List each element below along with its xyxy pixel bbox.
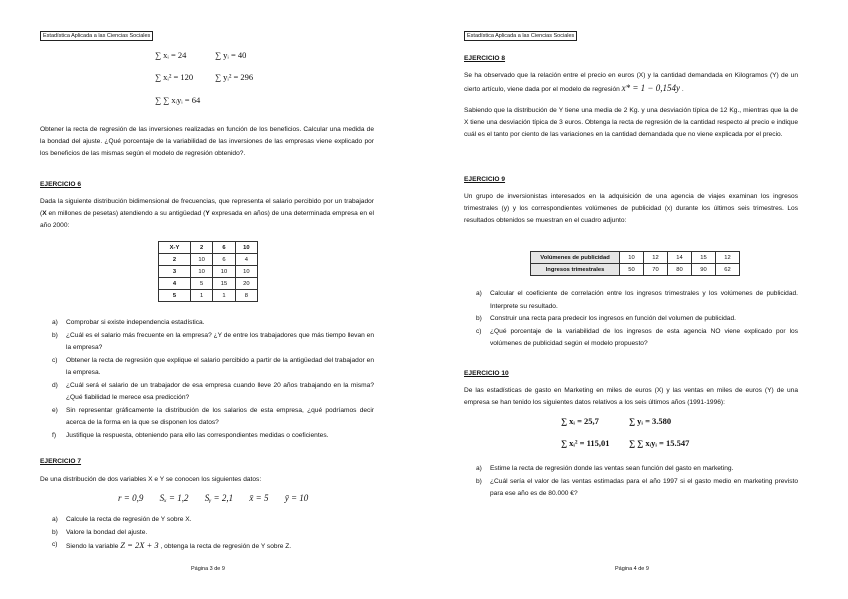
table-row bbox=[159, 254, 258, 266]
table-cell: 10 bbox=[235, 242, 257, 254]
table-cell: 4 bbox=[159, 278, 191, 290]
page-number: Página 3 de 9 bbox=[191, 566, 225, 572]
list-item: f) Justifique la respuesta, obteniendo para ello las correspondientes medidas o coeficientes. bbox=[52, 431, 329, 439]
table-cell: 2 bbox=[190, 242, 212, 254]
table-row bbox=[159, 266, 258, 278]
table-row bbox=[531, 264, 740, 276]
formula-sum-x: ∑ xᵢ = 24 bbox=[155, 50, 187, 60]
exercise-9-questions bbox=[476, 288, 798, 351]
table-cell: 4 bbox=[235, 254, 257, 266]
table-cell: 5 bbox=[159, 290, 191, 302]
formula-sum-y2: ∑ yᵢ² = 296 bbox=[215, 72, 254, 82]
table-cell: 5 bbox=[190, 278, 212, 290]
formula-sum-y: ∑ yᵢ = 3.580 bbox=[629, 416, 672, 426]
exercise-6-intro: Dada la siguiente distribución bidimensional de frecuencias, que representa el salario percibido por un trabajador (X en millones de pesetas) atendiendo a su antigüedad (Y expresada en años) de una determinada empresa en el año 2000: bbox=[40, 198, 374, 229]
list-item: a) Calcule la recta de regresión de Y sobre X. bbox=[52, 516, 192, 523]
exercise-6-title: EJERCICIO 6 bbox=[40, 181, 82, 188]
list-item: b) Construir una recta para predecir los ingresos en función del volumen de publicidad. bbox=[476, 315, 736, 322]
header-label: Estadística Aplicada a las Ciencias Sociales bbox=[464, 31, 577, 41]
exercise-9-intro: Un grupo de inversionistas interesados en la adquisición de una agencia de viajes examinan los ingresos trimestrales (y) y los correspondientes volúmenes de publicidad (x) durante los últimos seis trimestres. Los resultados obtenidos se muestran en el cuadro adjunto: bbox=[464, 193, 798, 224]
table-cell: 10 bbox=[213, 266, 235, 278]
var-ybar: ȳ = 10 bbox=[284, 493, 309, 503]
var-sy: Sᵧ = 2,1 bbox=[204, 493, 234, 503]
exercise-9-title: EJERCICIO 9 bbox=[464, 176, 506, 183]
exercise-6-questions bbox=[52, 317, 374, 442]
header-label: Estadística Aplicada a las Ciencias Sociales bbox=[40, 31, 153, 41]
list-item: b) Valore la bondad del ajuste. bbox=[52, 528, 148, 536]
formula-sum-xy: ∑ ∑ xᵢyᵢ = 64 bbox=[155, 95, 201, 105]
exercise-7-data bbox=[118, 493, 322, 503]
table-cell: X-Y bbox=[159, 242, 191, 254]
exercise-7-questions bbox=[52, 514, 374, 554]
exercise-10-title: EJERCICIO 10 bbox=[464, 370, 509, 377]
var-xbar: x̄ = 5 bbox=[249, 493, 269, 503]
table-cell: 20 bbox=[235, 278, 257, 290]
formula-sum-x: ∑ xᵢ = 25,7 bbox=[561, 416, 599, 426]
formula-sum-x2: ∑ xᵢ² = 120 bbox=[155, 72, 194, 82]
table-cell: 80 bbox=[668, 264, 692, 276]
table-cell: 12 bbox=[716, 252, 740, 264]
table-cell: 3 bbox=[159, 266, 191, 278]
list-item: a) Comprobar si existe independencia estadística. bbox=[52, 319, 205, 326]
formula-sum-y: ∑ yᵢ = 40 bbox=[215, 50, 247, 60]
list-item: c) Obtener la recta de regresión que explique el salario percibido a partir de la antigüedad del trabajador en la empresa. bbox=[52, 356, 374, 376]
list-item: b) ¿Cuál sería el valor de las ventas estimadas para el año 1997 si el gasto medio en marketing previsto para ese año es de 80.000 €? bbox=[476, 477, 798, 497]
advertising-table bbox=[530, 251, 740, 276]
table-cell: Ingresos trimestrales bbox=[531, 264, 620, 276]
table-cell: 14 bbox=[668, 252, 692, 264]
table-cell: Volúmenes de publicidad bbox=[531, 252, 620, 264]
table-cell: 10 bbox=[190, 254, 212, 266]
exercise-8-p2: Sabiendo que la distribución de Y tiene una media de 2 Kg. y una desviación típica de 12 Kg., mientras que la de X tiene una desviación típica de 3 euros. Obtenga la recta de regresión de la cantidad respecto al precio e indique cuál es el tanto por ciento de las variaciones en la cantidad demandada que no viene explicada por el precio. bbox=[464, 107, 798, 138]
page-right bbox=[424, 0, 848, 599]
formula-sum-xy: ∑ ∑ xᵢyᵢ = 15.547 bbox=[629, 438, 690, 448]
table-cell: 8 bbox=[235, 290, 257, 302]
table-cell: 1 bbox=[213, 290, 235, 302]
table-cell: 1 bbox=[190, 290, 212, 302]
table-header-row bbox=[159, 242, 258, 254]
exercise-10-questions bbox=[476, 463, 798, 501]
table-cell: 15 bbox=[692, 252, 716, 264]
table-cell: 6 bbox=[213, 254, 235, 266]
frequency-table bbox=[158, 241, 258, 302]
table-row bbox=[159, 290, 258, 302]
table-cell: 90 bbox=[692, 264, 716, 276]
list-item: b) ¿Cuál es el salario más frecuente en la empresa? ¿Y de entre los trabajadores que más tiempo llevan en la empresa? bbox=[52, 331, 374, 351]
list-item: a) Calcular el coeficiente de correlación entre los ingresos trimestrales y los volúmenes de publicidad. Interprete su resultado. bbox=[476, 290, 798, 310]
table-cell: 10 bbox=[235, 266, 257, 278]
previous-exercise-text: Obtener la recta de regresión de las inversiones realizadas en función de los beneficios. Calcular una medida de la bondad del ajuste. ¿Qué porcentaje de la variabilidad de las inversiones de las empresas viene explicado por los beneficios de las mismas según el modelo de regresión obtenido?. bbox=[40, 126, 374, 157]
table-cell: 70 bbox=[644, 264, 668, 276]
var-sx: Sₓ = 1,2 bbox=[159, 493, 189, 503]
table-cell: 6 bbox=[213, 242, 235, 254]
exercise-7-intro: De una distribución de dos variables X e Y se conocen los siguientes datos: bbox=[40, 476, 262, 483]
table-row bbox=[159, 278, 258, 290]
table-cell: 62 bbox=[716, 264, 740, 276]
exercise-8-title: EJERCICIO 8 bbox=[464, 55, 506, 62]
table-cell: 50 bbox=[620, 264, 644, 276]
formula-sum-x2: ∑ xᵢ² = 115,01 bbox=[561, 438, 610, 448]
list-item: a) Estime la recta de regresión donde las ventas sean función del gasto en marketing. bbox=[476, 465, 734, 472]
table-cell: 10 bbox=[190, 266, 212, 278]
page-number: Página 4 de 9 bbox=[615, 566, 649, 572]
table-cell: 2 bbox=[159, 254, 191, 266]
table-cell: 10 bbox=[620, 252, 644, 264]
list-item: d) ¿Cuál será el salario de un trabajador de esa empresa cuando lleve 20 años trabajando en la misma? ¿Qué fiabilidad le merece esa predicción? bbox=[52, 381, 374, 401]
table-row bbox=[531, 252, 740, 264]
list-item: e) Sin representar gráficamente la distribución de los salarios de esta empresa, ¿qué podríamos decir acerca de la forma en la que se disponen los datos? bbox=[52, 406, 374, 426]
exercise-7-title: EJERCICIO 7 bbox=[40, 458, 82, 465]
table-cell: 12 bbox=[644, 252, 668, 264]
table-cell: 15 bbox=[213, 278, 235, 290]
list-item: c) ¿Qué porcentaje de la variabilidad de los ingresos de esta agencia NO viene explicado por los volúmenes de publicidad según el modelo propuesto? bbox=[476, 327, 798, 347]
list-item: c) Siendo la variable Z = 2X + 3 , obtenga la recta de regresión de Y sobre Z. bbox=[52, 540, 292, 550]
exercise-8-p1: Se ha observado que la relación entre el precio en euros (X) y la cantidad demandada en Kilogramos (Y) de un cierto artículo, viene dada por el modelo de regresión x* = 1 − 0,154y . bbox=[464, 72, 798, 93]
var-r: r = 0,9 bbox=[118, 493, 144, 503]
exercise-10-intro: De las estadísticas de gasto en Marketing en miles de euros (X) y las ventas en miles de euros (Y) de una empresa se han tenido los siguientes datos relativos a los seis últimos años (1991-1996): bbox=[464, 387, 798, 406]
